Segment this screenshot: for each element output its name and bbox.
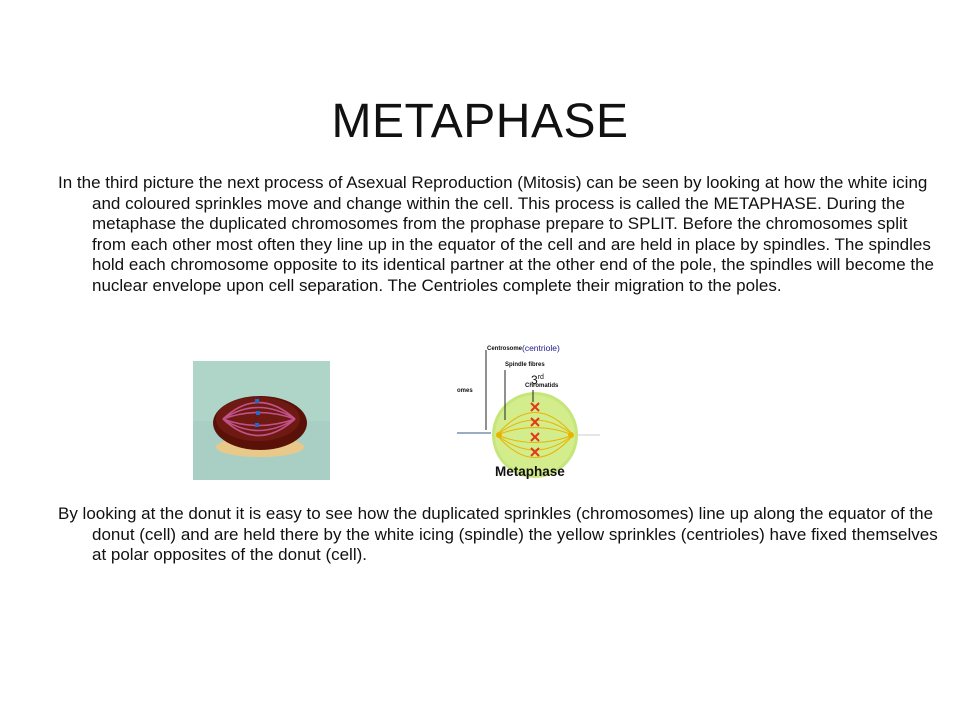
label-third: 3rd xyxy=(531,373,544,387)
label-centriole: (centriole) xyxy=(522,343,560,353)
donut-explanation-paragraph: By looking at the donut it is easy to see how the duplicated sprinkles (chromosomes) line up along the equator of the donut (cell) and are held there by the white icing (spindle) the yellow sprinkles (centrioles) have fixed themselves at polar opposites of the donut (cell). xyxy=(58,504,938,564)
diagram-caption: Metaphase xyxy=(495,464,565,479)
metaphase-cell-illustration xyxy=(457,340,600,480)
intro-paragraph: In the third picture the next process of Asexual Reproduction (Mitosis) can be seen by looking at how the white icing and coloured sprinkles move and change within the cell. This process is called the METAPHASE. During the metaphase the duplicated chromosomes from the prophase prepare to SPLIT. Before the chromosomes split from each other most often they line up in the equator of the cell and are held in place by spindles. The spindles hold each chromosome opposite to its identical partner at the other end of the pole, the spindles will become the nuclear envelope upon cell separation. The Centrioles complete their migration to the poles. xyxy=(58,173,935,295)
metaphase-diagram xyxy=(457,340,600,480)
label-spindle-fibres: Spindle fibres xyxy=(505,362,545,368)
label-chromatids: Chromatids xyxy=(525,383,559,389)
label-centrosome: Centrosome xyxy=(487,346,523,352)
donut-illustration xyxy=(193,361,330,480)
slide-title: METAPHASE xyxy=(331,95,629,149)
label-chromosomes-cut: omes xyxy=(457,388,473,394)
donut-photo xyxy=(193,361,330,480)
